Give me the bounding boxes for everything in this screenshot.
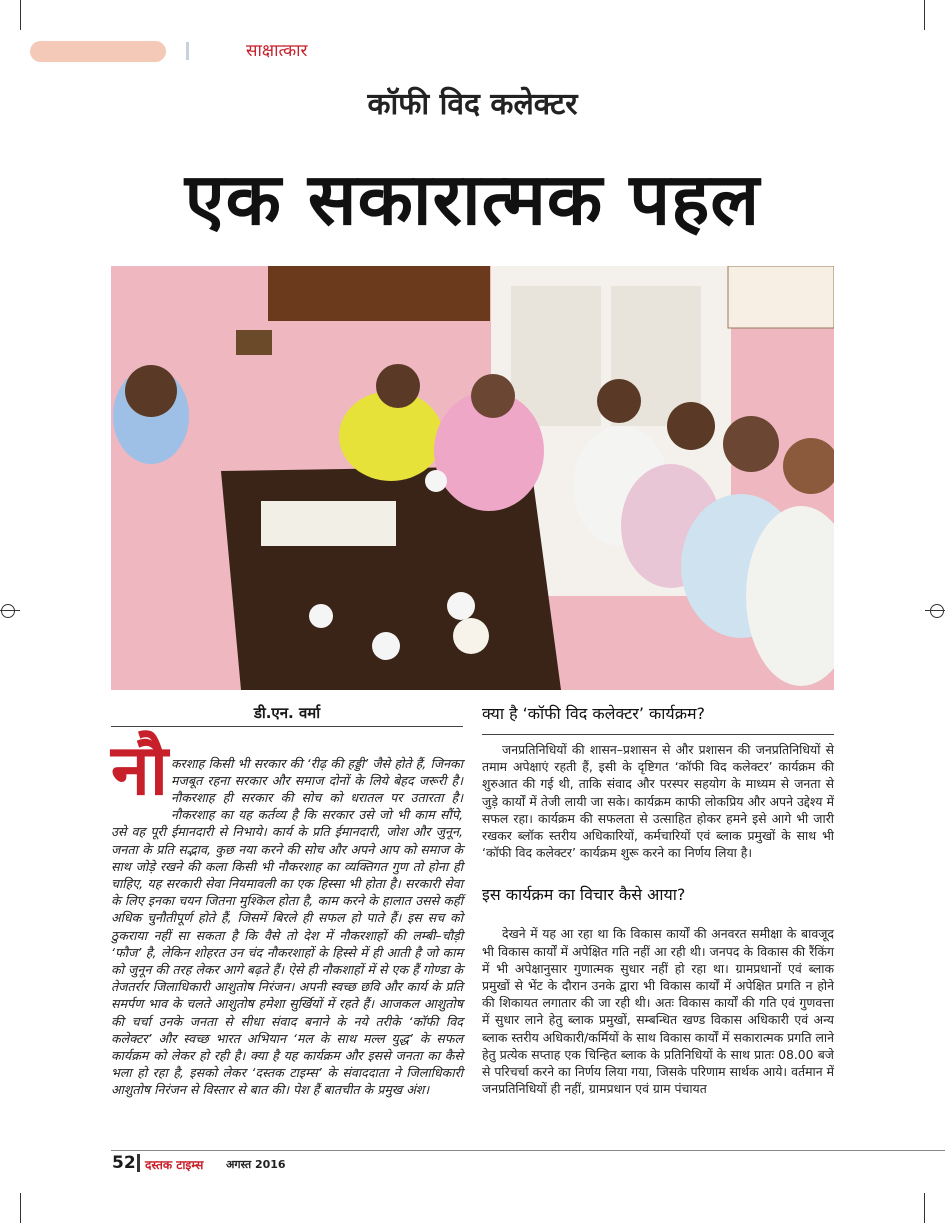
answer-2: देखने में यह आ रहा था कि विकास कार्यों की अनवरत समीक्षा के बावजूद भी विकास कार्यों में अपेक्षित गति नहीं आ रही थी। जनपद के विकास की रैंकिंग में भी अपेक्षानुसार गुणात्मक सुधार नहीं हो रहा था। ग्रामप्रधानों एवं ब्लाक प्रमुखों से भेंट के दौरान उनके द्वारा भी विकास कार्यों में अपेक्षित प्रगति न होने की शिकायत लगातार की जा रही थी। अतः विकास कार्यों की गति एवं गुणवत्ता में सुधार लाने हेतु ब्लाक प्रमुखों, सम्बन्धित खण्ड विकास अधिकारी एवं अन्य ब्लाक स्तरीय अधिकारी/कर्मियों के साथ विकास कार्यों में सकारात्मक प्रगति लाने हेतु प्रत्येक सप्ताह एक चिन्हित ब्लाक के प्रतिनिधियों के साथ प्रातः 08.00 बजे से परिचर्चा करने का निर्णय लिया गया, जिसके परिणाम सार्थक आये। वर्तमान में जनप्रतिनिधियों ही नहीं, ग्रामप्रधान एवं ग्राम पंचायत (482, 926, 834, 1097)
footer-divider (137, 1154, 140, 1172)
photo-name-board (268, 266, 490, 321)
photo-plate (453, 618, 489, 654)
photo-switch-board (236, 330, 272, 355)
crop-mark (924, 0, 925, 30)
photo-person-head (597, 379, 641, 423)
intro-text: करशाह किसी भी सरकार की ‘रीढ़ की हड्डी’ जैसे होते हैं, जिनका मजबूत रहना सरकार और समाज दोनों के लिये बेहद जरूरी है। नौकरशाह ही सरकार की सोच को धरातल पर उतारता है। नौकरशाह का यह कर्तव्य है कि सरकार उसे जो भी काम सौंपे, उसे वह पूरी ईमानदारी से निभाये। कार्य के प्रति ईमानदारी, जोश और जुनून, जनता के प्रति सद्भाव, कुछ नया करने की सोच और अपने आप को समाज के साथ जोड़े रखने की कला किसी भी नौकरशाह का व्यक्तिगत गुण तो होना ही चाहिए, यह सरकारी सेवा नियमावली का एक हिस्सा भी होता है। सरकारी सेवा के लिए इनका चयन जितना मुश्किल होता है, काम करने के हालात उससे कहीं अधिक चुनौतीपूर्ण होते हैं, जिसमें बिरले ही सफल हो पाते हैं। इस सच को ठुकराया नहीं सा सकता है कि वैसे तो देश में नौकरशाहों की लम्बी–चौड़ी ‘फौज’ है, लेकिन शोहरत उन चंद नौकरशाहों के हिस्से में ही आती है जो काम को जुनून की तरह लेकर आगे बढ़ते हैं। ऐसे ही नौकशाहों में से एक हैं गोण्डा के तेजतर्रार जिलाधिकारी आशुतोष निरंजन। अपनी स्वच्छ छवि और कार्य के प्रति समर्पण भाव के चलते आशुतोष हमेशा सुर्खियों में रहते हैं। आजकल आशुतोष की चर्चा उनके जनता से सीधा संवाद बनाने के नये तरीके ‘कॉफी विद कलेक्टर’ और स्वच्छ भारत अभियान ‘मल के साथ मल्ल युद्ध’ के सफल कार्यक्रम को लेकर हो रही है। क्या है यह कार्यक्रम और इससे जनता का कैसे भला हो रहा है, इसको लेकर ‘दस्तक टाइम्स’ के संवाददाता ने जिलाधिकारी आशुतोष निरंजन से विस्तार से बात की। पेश हैं बातचीत के प्रमुख अंश। (111, 755, 463, 1098)
article-headline: एक सकारात्मक पहल (184, 157, 761, 241)
question-rule (482, 734, 834, 735)
photo-cup (425, 470, 447, 492)
photo-cup (309, 604, 333, 628)
photo-person-head (125, 365, 177, 417)
author-byline: डी.एन. वर्मा (253, 704, 321, 722)
drop-cap: नौ (111, 729, 168, 811)
photo-person-head (471, 374, 515, 418)
registration-mark (1, 604, 15, 618)
question-2: इस कार्यक्रम का विचार कैसे आया? (482, 885, 686, 905)
question-1: क्या है ‘कॉफी विद कलेक्टर’ कार्यक्रम? (482, 704, 706, 723)
photo-person-head (667, 402, 715, 450)
photo-cup (447, 592, 475, 620)
crop-mark (20, 0, 21, 30)
registration-mark (930, 604, 944, 618)
photo-papers (261, 501, 396, 546)
photo-door-panel (511, 286, 601, 426)
answer-1: जनप्रतिनिधियों की शासन–प्रशासन से और प्रशासन की जनप्रतिनिधियों से तमाम अपेक्षाएं रहती हैं, इसी के दृष्टिगत ‘कॉफी विद कलेक्टर’ कार्यक्रम की शुरुआत की गई थी, ताकि संवाद और परस्पर सहयोग के माध्यम से जनता से जुड़े कार्यों में तेजी लायी जा सके। कार्यक्रम काफी लोकप्रिय और अपने उद्देश्य में सफल रहा। कार्यक्रम की सफलता से उत्साहित होकर हमने इसे आगे भी जारी रखकर ब्लॉक स्तरीय अधिकारियों, कर्मचारियों एवं ब्लाक प्रमुखों के साथ भी ‘कॉफी विद कलेक्टर’ कार्यक्रम शुरू करने का निर्णय लिया है। (482, 742, 834, 861)
article-subtitle: कॉफी विद कलेक्टर (367, 87, 578, 122)
photo-cup (372, 632, 400, 660)
qa-column (482, 702, 834, 1097)
footer-rule (111, 1150, 945, 1151)
brand-logo: दस्तक टाइम्स (145, 1158, 204, 1172)
crop-mark (20, 1193, 21, 1223)
author-rule (111, 726, 463, 727)
section-label: साक्षात्कार (246, 41, 308, 61)
issue-date: अगस्त 2016 (226, 1158, 286, 1171)
crop-mark (924, 1193, 925, 1223)
photo-person-head (376, 364, 420, 408)
header-pill-decoration (30, 41, 166, 62)
photo-wall-map (728, 266, 834, 328)
photo-person-head (723, 416, 779, 472)
intro-paragraph (111, 755, 463, 1099)
header-divider (186, 42, 189, 60)
page-number: 52 (112, 1153, 136, 1173)
meeting-photo (111, 266, 834, 690)
